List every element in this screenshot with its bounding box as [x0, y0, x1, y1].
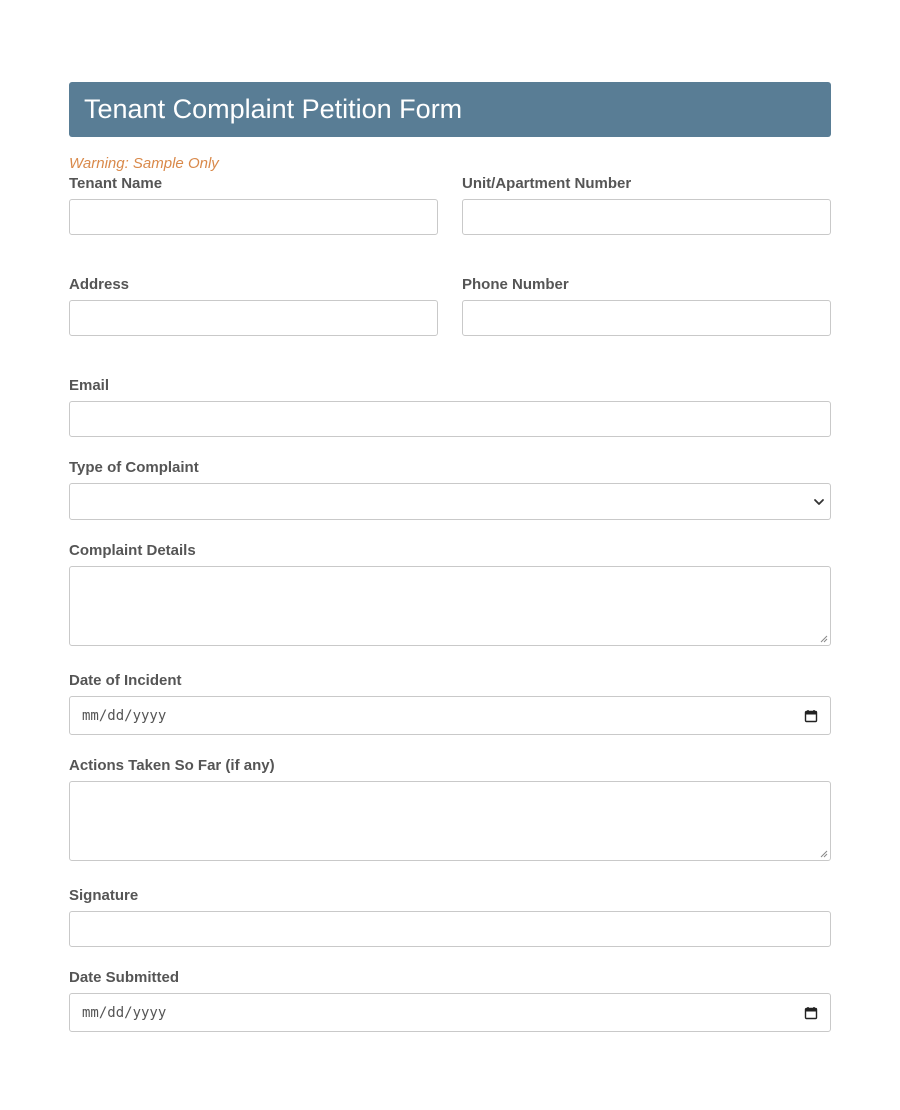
unit-number-label: Unit/Apartment Number [462, 175, 632, 192]
complaint-details-textarea[interactable] [69, 566, 831, 646]
signature-group [69, 887, 831, 947]
tenant-name-input[interactable] [69, 199, 438, 235]
date-submitted-placeholder: mm/dd/yyyy [82, 1004, 167, 1021]
actions-taken-group [69, 757, 831, 861]
tenant-name-label: Tenant Name [69, 175, 163, 192]
actions-taken-textarea[interactable] [69, 781, 831, 861]
address-label: Address [69, 276, 130, 293]
complaint-type-label: Type of Complaint [69, 459, 199, 476]
unit-number-input[interactable] [462, 199, 831, 235]
complaint-details-group [69, 542, 831, 646]
email-input[interactable] [69, 401, 831, 437]
date-submitted-label: Date Submitted [69, 969, 180, 986]
form-title: Tenant Complaint Petition Form [84, 94, 463, 124]
complaint-type-group [69, 459, 831, 520]
phone-group [462, 276, 831, 336]
address-group [69, 276, 438, 336]
resize-handle-icon[interactable] [819, 849, 828, 858]
unit-number-group [462, 175, 831, 235]
calendar-icon[interactable] [804, 1006, 818, 1020]
incident-date-placeholder: mm/dd/yyyy [82, 707, 167, 724]
tenant-name-group [69, 175, 438, 235]
date-submitted-input[interactable] [69, 993, 831, 1032]
complaint-details-label: Complaint Details [69, 542, 196, 559]
incident-date-group [69, 672, 831, 735]
date-submitted-group [69, 969, 831, 1032]
row-address-phone [69, 276, 831, 336]
resize-handle-icon[interactable] [819, 634, 828, 643]
warning-text: Warning: Sample Only [69, 155, 219, 172]
form-header [69, 82, 831, 137]
phone-label: Phone Number [462, 276, 569, 293]
address-input[interactable] [69, 300, 438, 336]
complaint-type-select[interactable] [69, 483, 831, 520]
email-group [69, 377, 831, 437]
phone-input[interactable] [462, 300, 831, 336]
email-label: Email [69, 377, 110, 394]
incident-date-input[interactable] [69, 696, 831, 735]
chevron-down-icon [812, 495, 826, 509]
actions-taken-label: Actions Taken So Far (if any) [69, 757, 275, 774]
incident-date-label: Date of Incident [69, 672, 182, 689]
row-name-unit [69, 175, 831, 235]
calendar-icon[interactable] [804, 709, 818, 723]
complaint-form [69, 82, 831, 1032]
signature-label: Signature [69, 887, 139, 904]
signature-input[interactable] [69, 911, 831, 947]
